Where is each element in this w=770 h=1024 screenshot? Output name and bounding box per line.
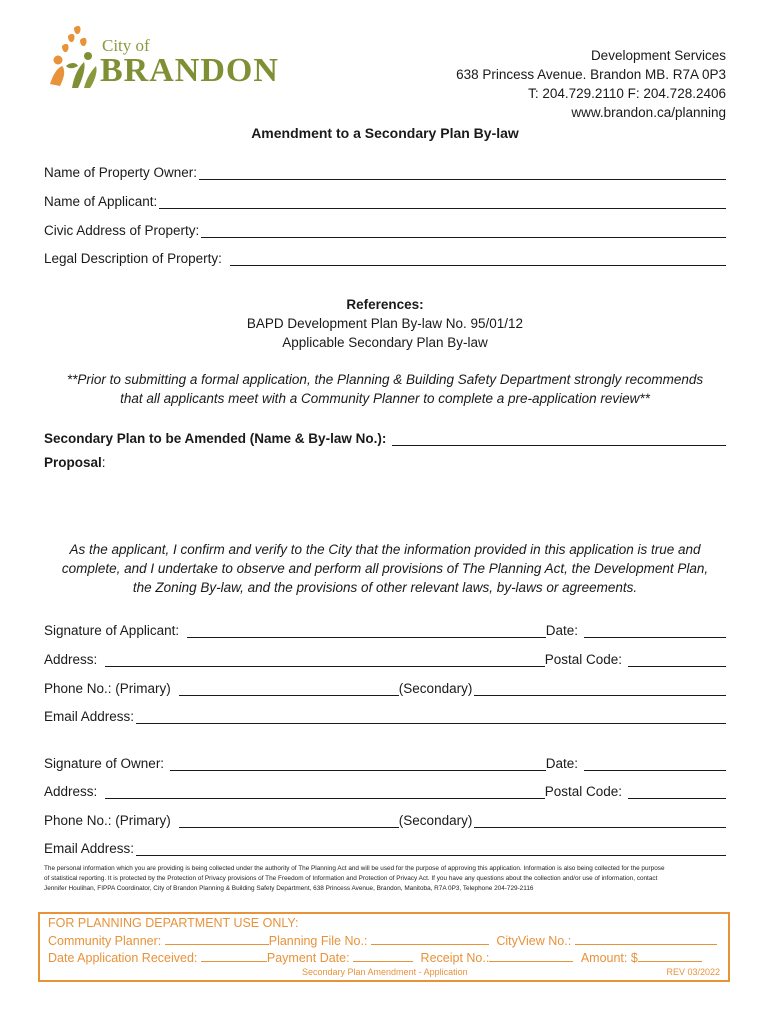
applicant-date-label: Date: [545, 623, 578, 638]
owner-phone-primary-field[interactable] [179, 813, 399, 828]
references-heading: References: [346, 297, 424, 312]
owner-email-row [44, 836, 726, 856]
civic-address-label: Civic Address of Property: [44, 223, 200, 238]
office-use-row-2 [48, 950, 702, 965]
applicant-email-label: Email Address: [44, 709, 135, 724]
secondary-plan-field[interactable] [392, 431, 726, 446]
applicant-phone-primary-field[interactable] [179, 681, 399, 696]
pre-application-notice [0, 370, 770, 408]
proposal-colon: : [101, 455, 106, 470]
applicant-date-field[interactable] [584, 623, 726, 638]
legal-description-field[interactable] [230, 251, 726, 266]
proposal-label [44, 455, 106, 470]
applicant-name-field[interactable] [159, 194, 726, 209]
owner-address-field[interactable] [105, 784, 544, 799]
owner-name-field[interactable] [199, 165, 726, 180]
office-use-heading: FOR PLANNING DEPARTMENT USE ONLY: [48, 916, 299, 930]
applicant-signature-label: Signature of Applicant: [44, 623, 180, 638]
declaration-line-1: As the applicant, I confirm and verify to the City that the information provided in this application is true and [69, 542, 701, 557]
form-footer-name: Secondary Plan Amendment - Application [302, 967, 468, 977]
secondary-plan-row [44, 426, 726, 446]
community-planner-field[interactable] [165, 933, 269, 945]
applicant-address-row [44, 647, 726, 667]
logo-brandon-text: BRANDON [100, 52, 279, 89]
applicant-signature-row [44, 618, 726, 638]
owner-email-field[interactable] [136, 841, 726, 856]
owner-signature-field[interactable] [170, 756, 546, 771]
applicant-phone-label: Phone No.: (Primary) [44, 681, 171, 696]
secondary-plan-label: Secondary Plan to be Amended (Name & By-law No.): [44, 431, 387, 446]
owner-signature-label: Signature of Owner: [44, 756, 165, 771]
receipt-label: Receipt No.: [420, 951, 490, 965]
cityview-field[interactable] [575, 933, 717, 945]
form-revision: REV 03/2022 [666, 967, 720, 977]
owner-date-field[interactable] [584, 756, 726, 771]
date-received-label: Date Application Received: [48, 951, 198, 965]
owner-phone-secondary-field[interactable] [474, 813, 726, 828]
applicant-address-label: Address: [44, 652, 98, 667]
privacy-line-1: The personal information which you are providing is being collected under the authority of The Planning Act and will be used for the purpose of approving this application. Information is also being collected for the purpose [44, 865, 665, 872]
owner-postal-label: Postal Code: [544, 784, 622, 799]
owner-address-row [44, 779, 726, 799]
payment-date-label: Payment Date: [266, 951, 350, 965]
applicant-name-row [44, 189, 726, 209]
applicant-address-field[interactable] [105, 652, 544, 667]
notice-line-2: that all applicants meet with a Community Planner to complete a pre-application review** [120, 391, 650, 406]
amount-field[interactable] [638, 950, 702, 962]
amount-label: Amount: $ [580, 951, 638, 965]
privacy-line-2: of statistical reporting. It is protected by the Protection of Privacy provisions of The Freedom of Information and Protection of Privacy Act. If you have any questions about the collection and/or use of information, contact [44, 875, 658, 882]
owner-date-label: Date: [545, 756, 578, 771]
legal-description-label: Legal Description of Property: [44, 251, 222, 266]
cityview-label: CityView No.: [496, 934, 572, 948]
department-phone: T: 204.729.2110 F: 204.728.2406 [528, 86, 726, 101]
wheat-figure-icon [44, 22, 102, 90]
privacy-line-3: Jennifer Houlihan, FIPPA Coordinator, City of Brandon Planning & Building Safety Department, 638 Princess Avenue, Brandon, Manitoba, R7A 0P3, Telephone 204-729-2116 [44, 885, 534, 892]
applicant-secondary-label: (Secondary) [398, 681, 473, 696]
references-block [0, 295, 770, 352]
community-planner-label: Community Planner: [48, 934, 162, 948]
privacy-notice [44, 864, 726, 894]
form-title: Amendment to a Secondary Plan By-law [251, 125, 519, 141]
department-address: 638 Princess Avenue. Brandon MB. R7A 0P3 [456, 67, 726, 82]
applicant-postal-label: Postal Code: [544, 652, 622, 667]
owner-phone-label: Phone No.: (Primary) [44, 813, 171, 828]
planning-file-field[interactable] [371, 933, 489, 945]
office-use-box [38, 912, 730, 982]
payment-date-field[interactable] [353, 950, 413, 962]
reference-secondary-plan: Applicable Secondary Plan By-law [282, 335, 488, 350]
declaration-line-2: complete, and I undertake to observe and perform all provisions of The Planning Act, the Development Plan, [61, 561, 709, 576]
applicant-email-row [44, 704, 726, 724]
declaration-line-3: the Zoning By-law, and the provisions of other relevant laws, by-laws or agreements. [132, 580, 638, 595]
owner-postal-field[interactable] [628, 784, 726, 799]
owner-name-row [44, 160, 726, 180]
applicant-postal-field[interactable] [628, 652, 726, 667]
applicant-signature-field[interactable] [187, 623, 546, 638]
contact-block [456, 46, 726, 122]
owner-name-label: Name of Property Owner: [44, 165, 198, 180]
applicant-phone-secondary-field[interactable] [474, 681, 726, 696]
city-logo [44, 22, 294, 94]
civic-address-field[interactable] [201, 223, 726, 238]
civic-address-row [44, 218, 726, 238]
owner-secondary-label: (Secondary) [398, 813, 473, 828]
receipt-field[interactable] [489, 950, 573, 962]
reference-development-plan: BAPD Development Plan By-law No. 95/01/12 [246, 316, 524, 331]
department-name: Development Services [590, 48, 726, 63]
date-received-field[interactable] [201, 950, 267, 962]
owner-email-label: Email Address: [44, 841, 135, 856]
proposal-field[interactable] [44, 476, 726, 536]
proposal-label-text: Proposal [44, 455, 102, 470]
declaration-text [0, 540, 770, 597]
notice-line-1: **Prior to submitting a formal application, the Planning & Building Safety Department strongly recommends [66, 372, 704, 387]
applicant-phone-row [44, 676, 726, 696]
office-use-row-1 [48, 933, 717, 948]
department-website: www.brandon.ca/planning [571, 105, 726, 120]
applicant-email-field[interactable] [136, 709, 726, 724]
logo-city-text: City of [102, 36, 150, 55]
planning-file-label: Planning File No.: [268, 934, 368, 948]
owner-phone-row [44, 808, 726, 828]
owner-signature-row [44, 751, 726, 771]
legal-description-row [44, 246, 726, 266]
owner-address-label: Address: [44, 784, 98, 799]
applicant-name-label: Name of Applicant: [44, 194, 158, 209]
